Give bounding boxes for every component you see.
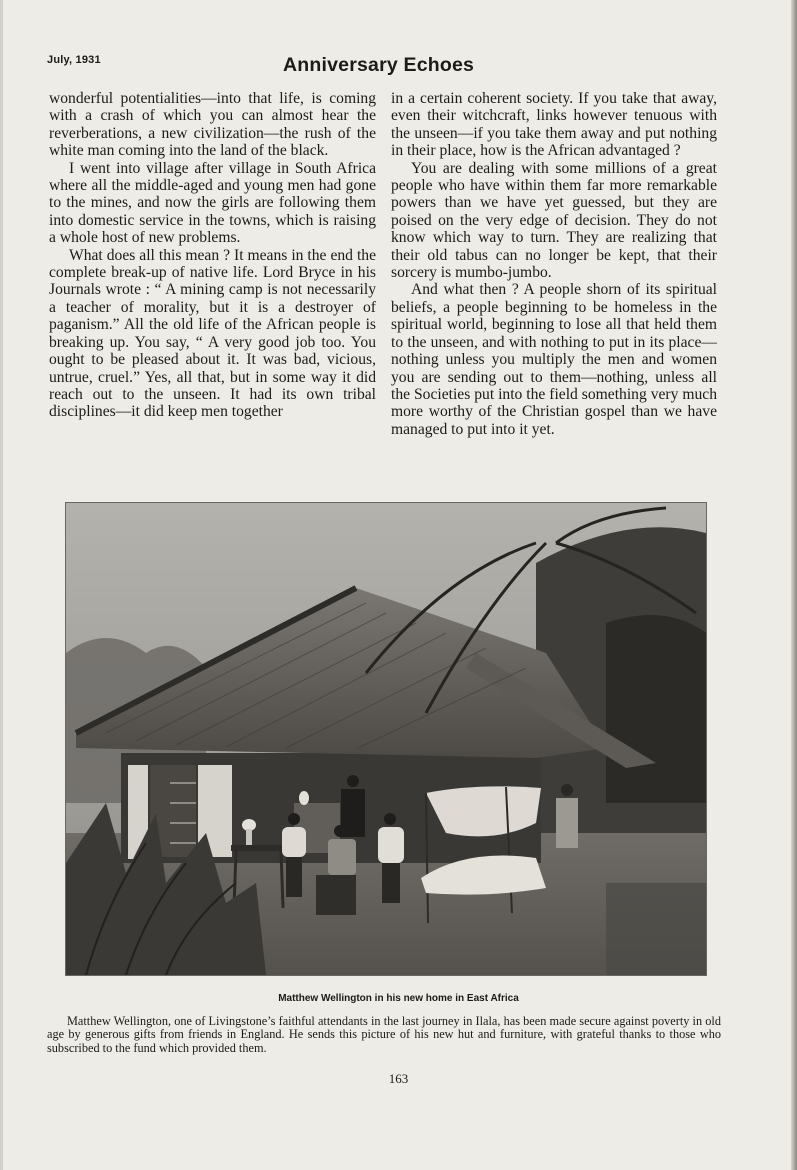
paragraph: in a certain coherent society. If you take that away, even their witchcraft, links however tenuous with the unseen—if you take them away and put nothing in their place, how is the African advantaged ? (391, 90, 717, 160)
caption-text: Matthew Wellington, one of Livingstone’s faithful attendants in the last journey in Ilala, has been made secure against poverty in old age by generous gifts from friends in England. He sends this picture of his new hut and furniture, with grateful thanks to those who subscribed to the fund which provided them. (47, 1014, 721, 1055)
photo-caption-title: Matthew Wellington in his new home in East Africa (278, 993, 519, 1004)
page-title: Anniversary Echoes (283, 54, 475, 76)
paragraph: And what then ? A people shorn of its spiritual beliefs, a people beginning to be homeless in the spiritual world, beginning to lose all that held them to the unseen, and with nothing to put in its place—nothing unless you multiply the men and women you are sending out to them—nothing, unless all the Societies put into the field something very much more worthy of the Christian gospel than we have managed to put into it yet. (391, 281, 717, 438)
left-column (49, 90, 376, 421)
paragraph: wonderful potentialities—into that life, is coming with a crash of which you can almost hear the reverberations, a new civilization—the rush of the white man coming into the land of the black. (49, 90, 376, 160)
issue-date: July, 1931 (47, 54, 101, 66)
paragraph: You are dealing with some millions of a great people who have within them far more remarkable powers than we have yet guessed, but they are poised on the very edge of decision. They do not know which way to turn. They are realizing that their old tabus can no longer be kept, that their sorcery is mumbo-jumbo. (391, 159, 717, 282)
right-column (391, 90, 717, 438)
photo-caption-body (47, 1015, 721, 1055)
paragraph: What does all this mean ? It means in the end the complete break-up of native life. Lord Bryce in his Journals wrote : “ A mining camp is not necessarily a teacher of morality, but it is a destroyer of paganism.” All the old life of the African people is breaking up. You say, “ A very good job too. You ought to be pleased about it. It was bad, vicious, untrue, cruel.” Yes, all that, but in some way it did reach out to the unseen. It had its own tribal disciplines—it did keep men together (49, 246, 376, 421)
photo-illustration (66, 503, 706, 975)
paragraph: I went into village after village in South Africa where all the middle-aged and young men had gone to the mines, and now the girls are following them into domestic service in the towns, which is raising a whole host of new problems. (49, 159, 376, 247)
hut-photograph (65, 502, 707, 976)
page-number: 163 (388, 1071, 409, 1086)
